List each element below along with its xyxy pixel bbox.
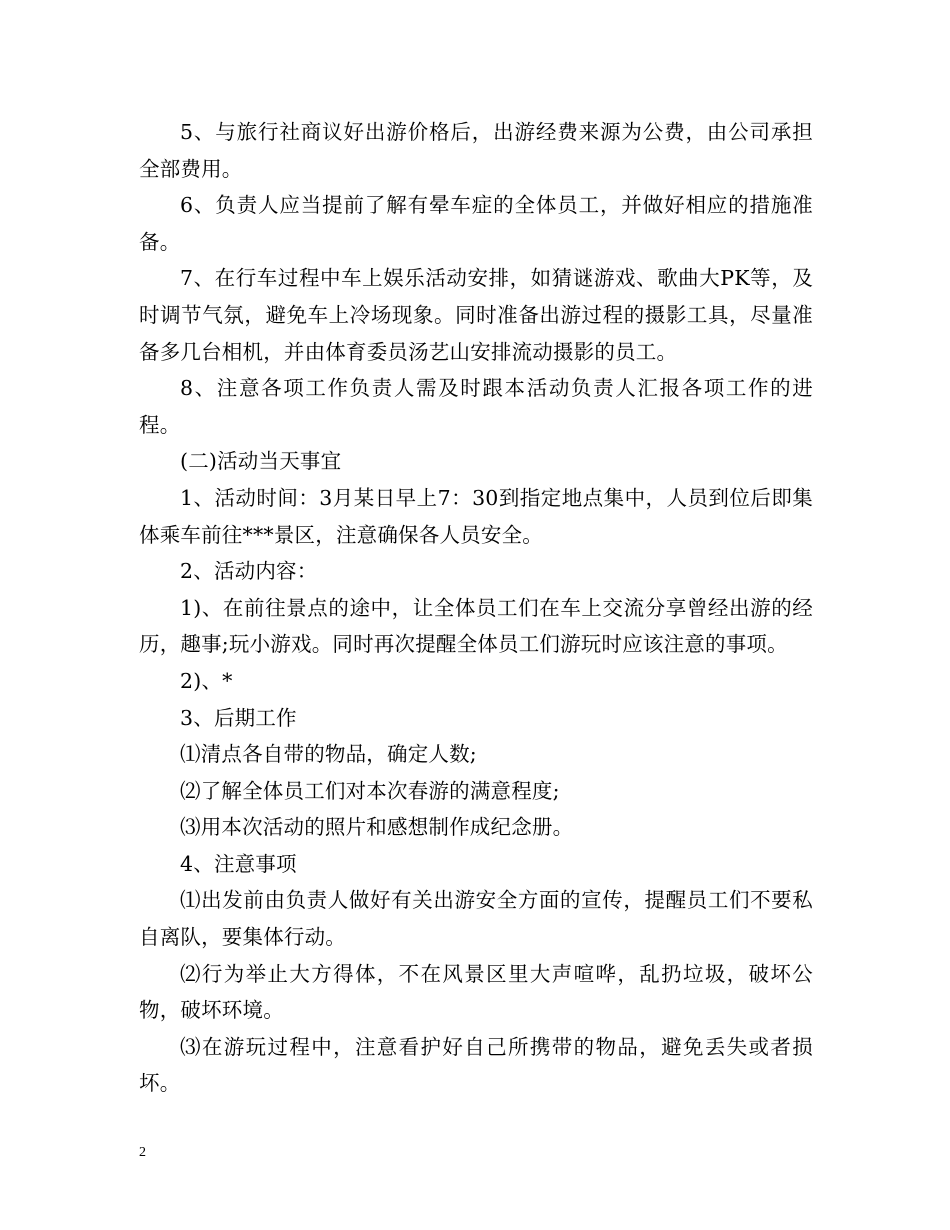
paragraph-item-5: 5、与旅行社商议好出游价格后，出游经费来源为公费，由公司承担全部费用。 bbox=[139, 120, 813, 181]
paragraph-notes-1: ⑴出发前由负责人做好有关出游安全方面的宣传，提醒员工们不要私自离队，要集体行动。 bbox=[139, 888, 813, 950]
paragraph-item-7: 7、在行车过程中车上娱乐活动安排，如猜谜游戏、歌曲大PK等，及时调节气氛，避免车上冷场现象。同时准备出游过程的摄影工具，尽量准备多几台相机，并由体育委员汤艺山安排流动摄影的员工。 bbox=[139, 266, 813, 364]
section-heading: (二)活动当天事宜 bbox=[180, 449, 342, 474]
paragraph-subitem-1: 1)、在前往景点的途中，让全体员工们在车上交流分享曾经出游的经历，趣事;玩小游戏。同时再次提醒全体员工们游玩时应该注意的事项。 bbox=[139, 595, 813, 657]
paragraph-notes-3: ⑶在游玩过程中，注意看护好自己所携带的物品，避免丢失或者损坏。 bbox=[139, 1034, 813, 1096]
paragraph-item-6: 6、负责人应当提前了解有晕车症的全体员工，并做好相应的措施准备。 bbox=[139, 193, 813, 254]
paragraph-notes-2: ⑵行为举止大方得体，不在风景区里大声喧哗，乱扔垃圾，破坏公物，破坏环境。 bbox=[139, 961, 813, 1023]
paragraph-followup-heading: 3、后期工作 bbox=[180, 705, 297, 730]
paragraph-followup-3: ⑶用本次活动的照片和感想制作成纪念册。 bbox=[180, 815, 574, 840]
paragraph-followup-2: ⑵了解全体员工们对本次春游的满意程度; bbox=[180, 778, 560, 803]
paragraph-activity-time: 1、活动时间：3月某日早上7：30到指定地点集中，人员到位后即集体乘车前往***景区，注意确保各人员安全。 bbox=[139, 485, 813, 547]
paragraph-followup-1: ⑴清点各自带的物品，确定人数; bbox=[180, 742, 477, 767]
document-body bbox=[139, 114, 813, 1102]
paragraph-notes-heading: 4、注意事项 bbox=[180, 851, 297, 876]
paragraph-subitem-2: 2)、* bbox=[180, 668, 233, 693]
page-number: 2 bbox=[139, 1145, 146, 1160]
paragraph-activity-content: 2、活动内容： bbox=[180, 559, 318, 584]
paragraph-item-8: 8、注意各项工作负责人需及时跟本活动负责人汇报各项工作的进程。 bbox=[139, 376, 813, 437]
